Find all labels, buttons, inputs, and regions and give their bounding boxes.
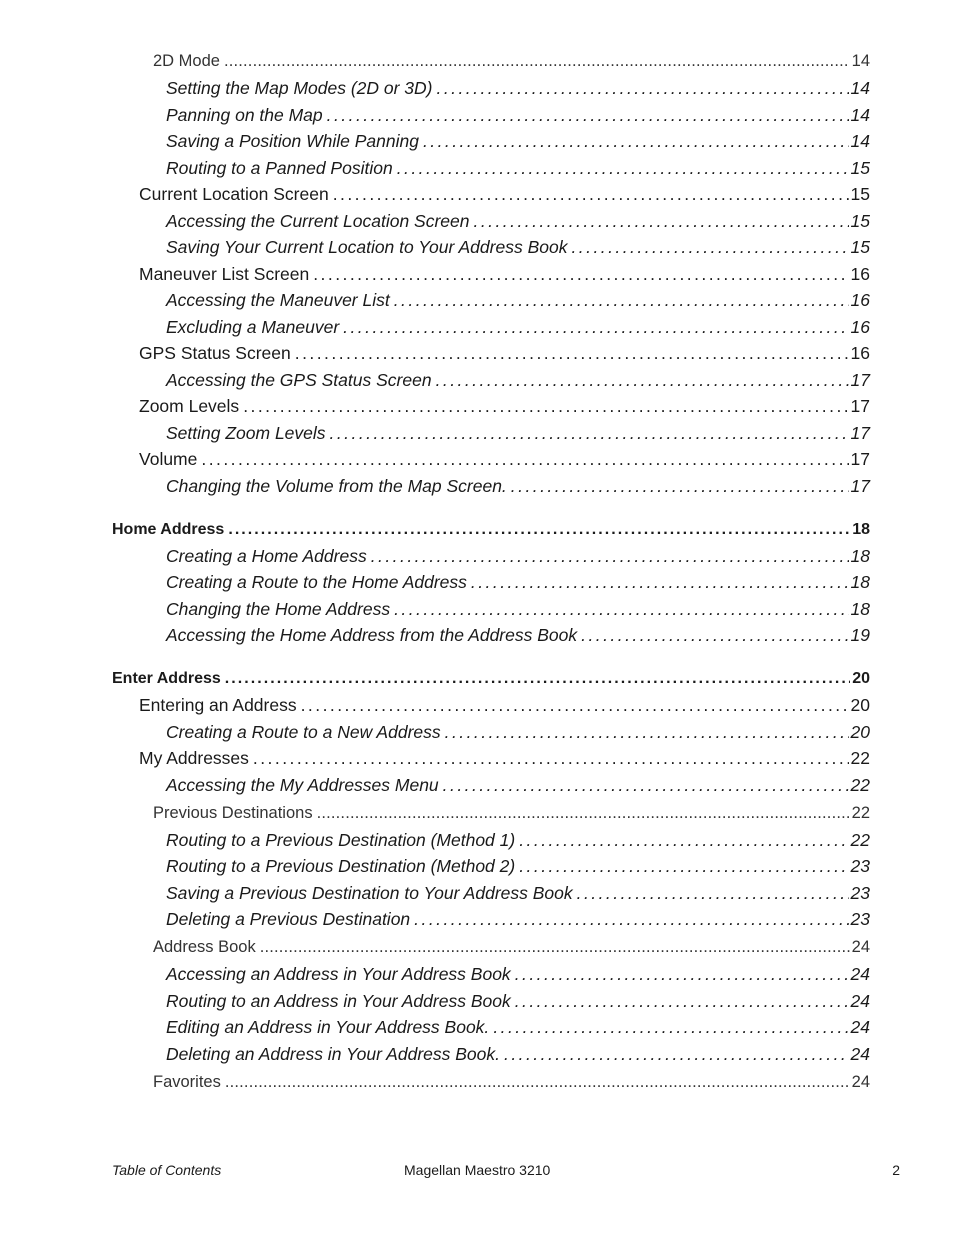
toc-entry[interactable]	[166, 104, 870, 126]
page-footer	[112, 1162, 900, 1182]
toc-entry[interactable]	[166, 963, 870, 985]
toc-dot-leader	[225, 1071, 850, 1093]
toc-entry-title: Maneuver List Screen	[139, 263, 310, 284]
toc-entry[interactable]	[166, 289, 870, 311]
toc-entry-title: Saving a Position While Panning	[166, 131, 419, 151]
toc-dot-leader	[515, 963, 849, 985]
toc-dot-leader	[515, 990, 849, 1012]
toc-entry-title: Volume	[139, 449, 198, 469]
toc-entry-page: 24	[850, 964, 870, 984]
toc-entry-title: Current Location Screen	[139, 184, 329, 204]
toc-dot-leader	[414, 908, 848, 930]
toc-entry[interactable]	[166, 236, 870, 258]
toc-entry[interactable]	[166, 624, 870, 646]
toc-entry-title: Setting Zoom Levels	[166, 422, 326, 443]
toc-dot-leader	[474, 210, 849, 232]
toc-entry[interactable]	[166, 475, 870, 497]
toc-entry-title: My Addresses	[139, 748, 249, 768]
toc-entry-page: 23	[850, 882, 870, 903]
toc-entry-page: 24	[851, 938, 870, 956]
toc-entry[interactable]	[166, 316, 870, 338]
toc-entry-page: 24	[851, 1072, 870, 1091]
toc-dot-leader	[397, 157, 849, 179]
toc-dot-leader	[436, 369, 849, 391]
toc-entry-page: 20	[850, 695, 870, 715]
toc-entry[interactable]	[166, 130, 870, 152]
toc-entry[interactable]	[166, 422, 870, 444]
toc-entry-page: 24	[850, 990, 870, 1011]
toc-entry[interactable]	[166, 598, 870, 620]
toc-dot-leader	[343, 316, 848, 338]
toc-entry[interactable]	[139, 342, 870, 364]
toc-entry-page: 17	[850, 396, 870, 416]
toc-entry-page: 22	[850, 748, 870, 768]
toc-entry[interactable]	[166, 829, 870, 851]
toc-entry[interactable]	[112, 519, 870, 541]
toc-dot-leader	[371, 545, 849, 567]
toc-entry-page: 24	[850, 1017, 870, 1037]
toc-entry-page: 14	[850, 131, 870, 151]
toc-entry[interactable]	[139, 263, 870, 285]
toc-entry[interactable]	[166, 571, 870, 593]
toc-dot-leader	[333, 183, 849, 205]
toc-dot-leader	[253, 747, 849, 769]
toc-entry[interactable]	[166, 990, 870, 1012]
toc-entry-title: Accessing an Address in Your Address Book	[166, 964, 511, 984]
toc-entry-title: Favorites	[153, 1072, 221, 1091]
toc-dot-leader	[260, 936, 850, 958]
toc-dot-leader	[511, 475, 849, 497]
toc-entry-page: 18	[850, 545, 870, 566]
toc-entry-page: 16	[850, 263, 870, 284]
toc-dot-leader	[313, 263, 848, 285]
toc-entry-title: Accessing the Maneuver List	[166, 290, 390, 310]
toc-entry[interactable]	[166, 1043, 870, 1065]
toc-entry-title: Excluding a Maneuver	[166, 316, 340, 337]
toc-entry-title: Saving a Previous Destination to Your Address Book	[166, 882, 573, 903]
toc-entry[interactable]	[166, 545, 870, 567]
toc-entry-page: 22	[850, 774, 870, 795]
toc-dot-leader	[228, 519, 850, 541]
toc-entry-title: Address Book	[153, 938, 256, 956]
toc-entry-title: Deleting a Previous Destination	[166, 909, 411, 929]
toc-entry-page: 15	[850, 184, 870, 204]
toc-entry-title: Routing to an Address in Your Address Book	[166, 990, 511, 1011]
toc-entry-page: 15	[850, 157, 870, 178]
toc-entry-page: 17	[850, 369, 870, 390]
toc-entry-page: 15	[850, 210, 870, 231]
toc-dot-leader	[471, 571, 849, 593]
toc-dot-leader	[519, 829, 848, 851]
footer-section-title: Table of Contents	[112, 1162, 222, 1178]
toc-entry[interactable]	[153, 50, 870, 72]
toc-dot-leader	[243, 395, 848, 417]
toc-dot-leader	[201, 448, 848, 470]
toc-entry-page: 16	[850, 316, 870, 337]
toc-entry-title: Routing to a Previous Destination (Method 2)	[166, 856, 516, 876]
toc-entry[interactable]	[139, 183, 870, 205]
toc-entry-page: 22	[850, 829, 870, 850]
toc-entry[interactable]	[166, 369, 870, 391]
toc-entry-page: 19	[850, 625, 870, 645]
toc-dot-leader	[301, 694, 849, 716]
toc-entry[interactable]	[166, 882, 870, 904]
toc-entry[interactable]	[166, 855, 870, 877]
toc-entry-title: Home Address	[112, 520, 225, 538]
toc-entry[interactable]	[153, 936, 870, 958]
toc-entry-title: Changing the Volume from the Map Screen.	[166, 475, 507, 496]
toc-entry-page: 22	[851, 803, 870, 822]
toc-entry-page: 20	[850, 721, 870, 742]
toc-entry-title: 2D Mode	[153, 52, 220, 70]
toc-entry[interactable]	[166, 210, 870, 232]
toc-entry-title: Saving Your Current Location to Your Address Book	[166, 237, 568, 257]
footer-product-name: Magellan Maestro 3210	[404, 1162, 551, 1178]
toc-entry-title: Deleting an Address in Your Address Book.	[166, 1043, 500, 1064]
toc-entry-page: 24	[850, 1043, 870, 1064]
toc-entry-page: 16	[850, 290, 870, 310]
toc-entry[interactable]	[166, 908, 870, 930]
toc-entry-page: 18	[850, 598, 870, 619]
toc-dot-leader	[423, 130, 849, 152]
toc-entry[interactable]	[153, 1071, 870, 1093]
toc-dot-leader	[581, 624, 848, 646]
toc-dot-leader	[394, 289, 849, 311]
toc-entry-page: 14	[851, 52, 870, 70]
toc-entry[interactable]	[139, 747, 870, 769]
footer-page-number: 2	[892, 1162, 900, 1178]
toc-entry-title: Routing to a Panned Position	[166, 157, 393, 178]
toc-dot-leader	[394, 598, 848, 620]
toc-dot-leader	[327, 104, 849, 126]
toc-dot-leader	[317, 802, 850, 824]
toc-dot-leader	[504, 1043, 849, 1065]
toc-dot-leader	[519, 855, 848, 877]
toc-dot-leader	[437, 77, 849, 99]
toc-entry-page: 17	[850, 475, 870, 496]
toc-entry-title: Accessing the Home Address from the Address Book	[166, 625, 578, 645]
toc-dot-leader	[330, 422, 849, 444]
toc-entry[interactable]	[166, 1016, 870, 1038]
toc-entry[interactable]	[153, 802, 870, 824]
toc-entry-title: Setting the Map Modes (2D or 3D)	[166, 78, 433, 98]
toc-entry-page: 14	[850, 78, 870, 98]
toc-entry-page: 14	[850, 104, 870, 125]
toc-entry-page: 23	[850, 856, 870, 876]
toc-entry-page: 15	[850, 237, 870, 257]
toc-dot-leader	[443, 774, 849, 796]
toc-entry-title: Panning on the Map	[166, 104, 323, 125]
toc-entry-title: Enter Address	[112, 670, 221, 687]
toc-entry-page: 18	[850, 572, 870, 592]
toc-entry[interactable]	[139, 694, 870, 716]
toc-entry-title: Accessing the Current Location Screen	[166, 210, 470, 231]
toc-entry[interactable]	[166, 721, 870, 743]
toc-dot-leader	[571, 236, 848, 258]
toc-dot-leader	[445, 721, 849, 743]
toc-entry-title: Previous Destinations	[153, 803, 313, 822]
toc-entry-page: 17	[850, 449, 870, 469]
toc-entry-title: Changing the Home Address	[166, 598, 391, 619]
toc-entry[interactable]	[166, 157, 870, 179]
toc-entry-title: Entering an Address	[139, 695, 297, 715]
toc-entry[interactable]	[139, 448, 870, 470]
toc-entry-title: Creating a Route to a New Address	[166, 721, 441, 742]
toc-dot-leader	[224, 50, 850, 72]
toc-entry-title: Accessing the My Addresses Menu	[166, 774, 439, 795]
toc-entry[interactable]	[166, 77, 870, 99]
toc-dot-leader	[493, 1016, 848, 1038]
toc-entry-title: Creating a Home Address	[166, 545, 367, 566]
toc-entry[interactable]	[166, 774, 870, 796]
toc-dot-leader	[295, 342, 849, 364]
toc-dot-leader	[577, 882, 849, 904]
toc-entry-title: GPS Status Screen	[139, 343, 291, 363]
toc-dot-leader	[225, 668, 850, 690]
toc-entry-title: Editing an Address in Your Address Book.	[166, 1017, 490, 1037]
toc-entry-page: 18	[852, 520, 870, 538]
toc-entry-title: Accessing the GPS Status Screen	[166, 369, 432, 390]
toc-entry[interactable]	[112, 668, 870, 690]
toc-entry-page: 16	[850, 343, 870, 363]
toc-entry-title: Routing to a Previous Destination (Method 1)	[166, 829, 516, 850]
toc-entry-title: Creating a Route to the Home Address	[166, 572, 467, 592]
toc-entry-title: Zoom Levels	[139, 396, 240, 416]
toc-entry-page: 17	[850, 422, 870, 443]
toc-entry[interactable]	[139, 395, 870, 417]
toc-entry-page: 20	[852, 670, 870, 687]
toc-entry-page: 23	[850, 909, 870, 929]
